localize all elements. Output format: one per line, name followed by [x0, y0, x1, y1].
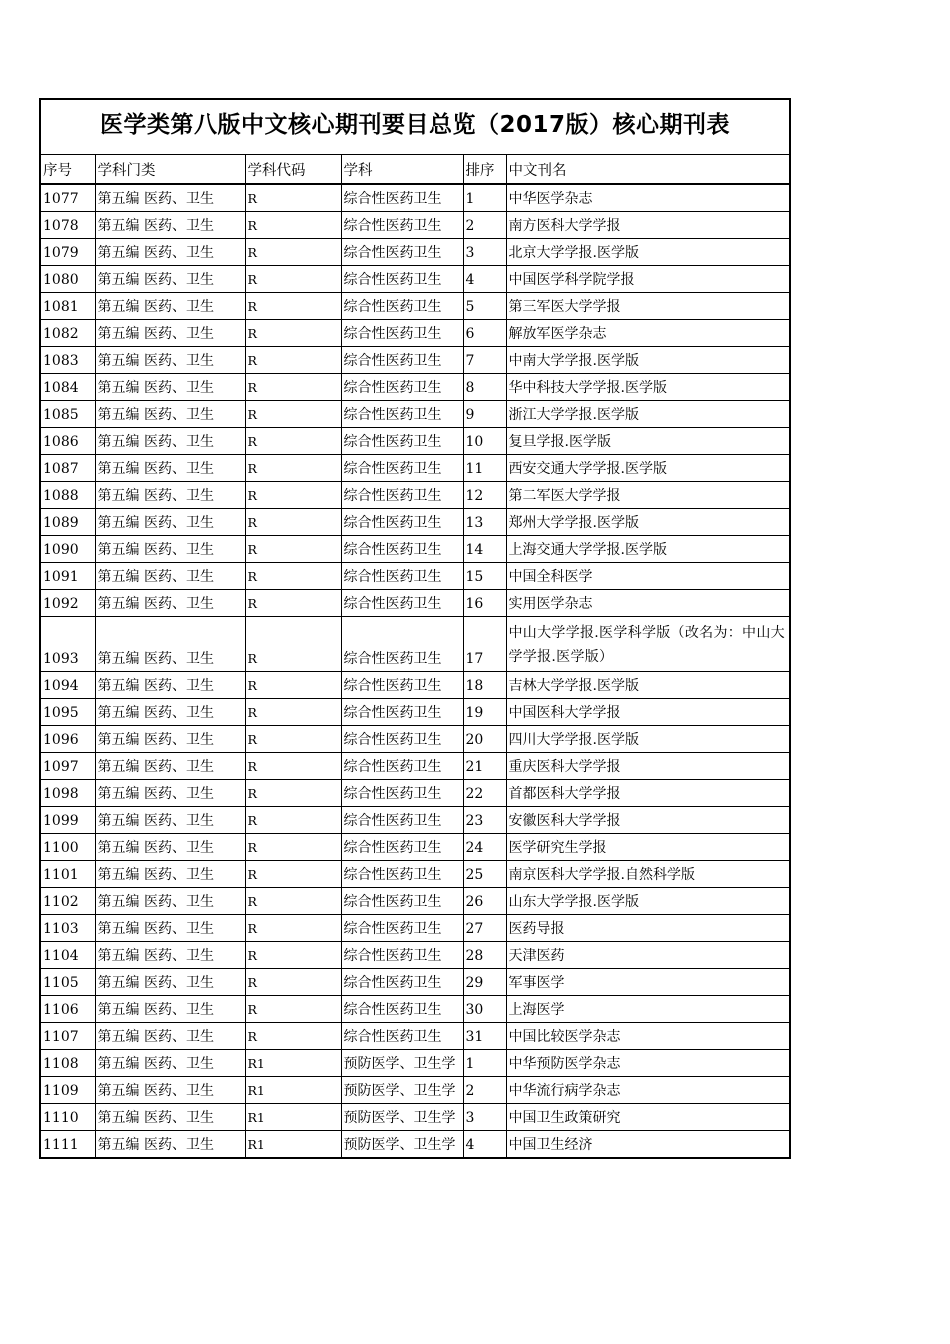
cell-subject-code: R	[245, 454, 341, 481]
table-row	[41, 265, 789, 292]
cell-category: 第五编 医药、卫生	[95, 265, 245, 292]
cell-subject: 预防医学、卫生学	[341, 1076, 463, 1103]
cell-subject: 综合性医药卫生	[341, 562, 463, 589]
cell-subject: 综合性医药卫生	[341, 860, 463, 887]
cell-index: 1111	[41, 1130, 95, 1157]
cell-subject: 综合性医药卫生	[341, 238, 463, 265]
cell-index: 1110	[41, 1103, 95, 1130]
table-row	[41, 806, 789, 833]
cell-index: 1103	[41, 914, 95, 941]
cell-subject-code: R1	[245, 1130, 341, 1157]
cell-category: 第五编 医药、卫生	[95, 779, 245, 806]
table-row	[41, 1130, 789, 1157]
cell-category: 第五编 医药、卫生	[95, 725, 245, 752]
cell-rank: 23	[463, 806, 506, 833]
cell-category: 第五编 医药、卫生	[95, 671, 245, 698]
cell-journal-name: 中华医学杂志	[506, 184, 789, 211]
cell-index: 1099	[41, 806, 95, 833]
cell-rank: 30	[463, 995, 506, 1022]
cell-subject: 综合性医药卫生	[341, 454, 463, 481]
cell-rank: 26	[463, 887, 506, 914]
cell-subject-code: R	[245, 968, 341, 995]
cell-subject: 综合性医药卫生	[341, 725, 463, 752]
table-row	[41, 725, 789, 752]
cell-subject: 综合性医药卫生	[341, 265, 463, 292]
cell-subject-code: R	[245, 752, 341, 779]
cell-journal-name: 上海交通大学学报.医学版	[506, 535, 789, 562]
cell-subject: 综合性医药卫生	[341, 887, 463, 914]
cell-index: 1109	[41, 1076, 95, 1103]
cell-subject-code: R1	[245, 1076, 341, 1103]
cell-subject: 综合性医药卫生	[341, 995, 463, 1022]
cell-index: 1101	[41, 860, 95, 887]
cell-rank: 24	[463, 833, 506, 860]
cell-subject-code: R	[245, 941, 341, 968]
cell-subject: 综合性医药卫生	[341, 319, 463, 346]
cell-index: 1102	[41, 887, 95, 914]
cell-subject: 综合性医药卫生	[341, 616, 463, 671]
cell-category: 第五编 医药、卫生	[95, 346, 245, 373]
cell-journal-name: 第二军医大学学报	[506, 481, 789, 508]
table-header-row	[41, 155, 789, 184]
cell-rank: 19	[463, 698, 506, 725]
table-row	[41, 508, 789, 535]
table-row	[41, 941, 789, 968]
cell-journal-name: 中国全科医学	[506, 562, 789, 589]
table-row	[41, 616, 789, 671]
cell-subject: 综合性医药卫生	[341, 589, 463, 616]
cell-index: 1104	[41, 941, 95, 968]
cell-rank: 2	[463, 211, 506, 238]
cell-rank: 22	[463, 779, 506, 806]
column-header-rank: 排序	[463, 155, 506, 184]
table-row	[41, 319, 789, 346]
cell-subject: 综合性医药卫生	[341, 968, 463, 995]
cell-journal-name: 中国卫生经济	[508, 1137, 593, 1153]
cell-subject-code: R	[245, 995, 341, 1022]
cell-index: 1088	[41, 481, 95, 508]
cell-category: 第五编 医药、卫生	[95, 562, 245, 589]
cell-category: 第五编 医药、卫生	[95, 616, 245, 671]
cell-subject-code: R	[245, 211, 341, 238]
cell-category: 第五编 医药、卫生	[95, 238, 245, 265]
cell-subject: 综合性医药卫生	[341, 481, 463, 508]
cell-journal-name: 中华预防医学杂志	[506, 1049, 789, 1076]
cell-rank: 14	[463, 535, 506, 562]
cell-journal-name: 南方医科大学学报	[506, 211, 789, 238]
cell-category: 第五编 医药、卫生	[95, 941, 245, 968]
cell-category: 第五编 医药、卫生	[95, 535, 245, 562]
table-row	[41, 346, 789, 373]
cell-category: 第五编 医药、卫生	[95, 1022, 245, 1049]
cell-journal-name: 医药导报	[506, 914, 789, 941]
cell-index: 1093	[41, 616, 95, 671]
cell-rank: 25	[463, 860, 506, 887]
cell-rank: 5	[463, 292, 506, 319]
cell-subject-code: R	[245, 616, 341, 671]
cell-subject-code: R	[245, 373, 341, 400]
column-header-category: 学科门类	[95, 155, 245, 184]
table-row	[41, 211, 789, 238]
cell-rank: 4	[463, 1130, 506, 1157]
cell-subject: 综合性医药卫生	[341, 184, 463, 211]
table-row	[41, 671, 789, 698]
table-row	[41, 454, 789, 481]
cell-index: 1083	[41, 346, 95, 373]
cell-index: 1107	[41, 1022, 95, 1049]
cell-subject: 综合性医药卫生	[341, 779, 463, 806]
cell-journal-name: 安徽医科大学学报	[506, 806, 789, 833]
cell-subject-code: R	[245, 292, 341, 319]
cell-subject-code: R1	[245, 1049, 341, 1076]
cell-subject: 综合性医药卫生	[341, 400, 463, 427]
cell-subject-code: R	[245, 238, 341, 265]
table-row	[41, 427, 789, 454]
cell-journal-name: 中国卫生政策研究	[506, 1103, 789, 1130]
table-row	[41, 481, 789, 508]
cell-subject: 预防医学、卫生学	[341, 1130, 463, 1157]
cell-journal-name: 华中科技大学学报.医学版	[506, 373, 789, 400]
cell-subject-code: R	[245, 779, 341, 806]
cell-subject: 综合性医药卫生	[341, 292, 463, 319]
cell-subject-code: R	[245, 914, 341, 941]
table-row	[41, 698, 789, 725]
cell-rank: 20	[463, 725, 506, 752]
cell-category: 第五编 医药、卫生	[95, 1076, 245, 1103]
cell-subject: 综合性医药卫生	[341, 833, 463, 860]
cell-index: 1096	[41, 725, 95, 752]
cell-subject-code: R	[245, 535, 341, 562]
cell-index: 1082	[41, 319, 95, 346]
cell-journal-name: 解放军医学杂志	[506, 319, 789, 346]
cell-index: 1084	[41, 373, 95, 400]
cell-subject-code: R	[245, 562, 341, 589]
cell-index: 1079	[41, 238, 95, 265]
cell-journal-name: 重庆医科大学学报	[506, 752, 789, 779]
table-row	[41, 914, 789, 941]
cell-category: 第五编 医药、卫生	[95, 833, 245, 860]
cell-rank: 28	[463, 941, 506, 968]
cell-index: 1078	[41, 211, 95, 238]
cell-category: 第五编 医药、卫生	[95, 427, 245, 454]
cell-index: 1090	[41, 535, 95, 562]
cell-index: 1091	[41, 562, 95, 589]
cell-journal-name: 实用医学杂志	[506, 589, 789, 616]
cell-journal-name: 山东大学学报.医学版	[506, 887, 789, 914]
cell-subject-code: R	[245, 427, 341, 454]
cell-category: 第五编 医药、卫生	[95, 481, 245, 508]
cell-category: 第五编 医药、卫生	[95, 184, 245, 211]
cell-subject: 预防医学、卫生学	[341, 1103, 463, 1130]
cell-journal-name: 中华流行病学杂志	[506, 1076, 789, 1103]
cell-subject: 综合性医药卫生	[341, 671, 463, 698]
cell-journal-name: 浙江大学学报.医学版	[506, 400, 789, 427]
cell-index: 1081	[41, 292, 95, 319]
sheet-title: 医学类第八版中文核心期刊要目总览（2017版）核心期刊表	[41, 100, 789, 155]
cell-category: 第五编 医药、卫生	[95, 1103, 245, 1130]
cell-subject: 综合性医药卫生	[341, 373, 463, 400]
cell-journal-name: 复旦学报.医学版	[506, 427, 789, 454]
cell-index: 1086	[41, 427, 95, 454]
cell-subject: 综合性医药卫生	[341, 941, 463, 968]
cell-rank: 1	[463, 184, 506, 211]
table-row	[41, 833, 789, 860]
cell-category: 第五编 医药、卫生	[95, 968, 245, 995]
cell-subject: 综合性医药卫生	[341, 346, 463, 373]
cell-journal-name: 军事医学	[506, 968, 789, 995]
cell-subject-code: R	[245, 833, 341, 860]
cell-subject: 综合性医药卫生	[341, 806, 463, 833]
cell-journal-name: 北京大学学报.医学版	[506, 238, 789, 265]
cell-rank: 8	[463, 373, 506, 400]
cell-subject: 综合性医药卫生	[341, 914, 463, 941]
cell-subject-code: R	[245, 860, 341, 887]
table-row	[41, 1049, 789, 1076]
cell-category: 第五编 医药、卫生	[95, 1130, 245, 1157]
cell-subject-code: R	[245, 887, 341, 914]
cell-rank: 6	[463, 319, 506, 346]
table-row	[41, 400, 789, 427]
cell-journal-name: 南京医科大学学报.自然科学版	[506, 860, 789, 887]
cell-subject: 综合性医药卫生	[341, 427, 463, 454]
cell-index: 1108	[41, 1049, 95, 1076]
cell-rank: 29	[463, 968, 506, 995]
cell-subject: 综合性医药卫生	[341, 535, 463, 562]
cell-journal-name: 四川大学学报.医学版	[506, 725, 789, 752]
cell-rank: 13	[463, 508, 506, 535]
cell-index: 1097	[41, 752, 95, 779]
cell-subject-code: R	[245, 400, 341, 427]
column-header-subject: 学科	[341, 155, 463, 184]
cell-index: 1094	[41, 671, 95, 698]
table-row	[41, 535, 789, 562]
cell-rank: 12	[463, 481, 506, 508]
cell-journal-name: 中国比较医学杂志	[506, 1022, 789, 1049]
cell-index: 1080	[41, 265, 95, 292]
cell-subject-code: R	[245, 184, 341, 211]
cell-rank: 9	[463, 400, 506, 427]
cell-index: 1106	[41, 995, 95, 1022]
cell-rank: 18	[463, 671, 506, 698]
cell-index: 1098	[41, 779, 95, 806]
cell-journal-name: 中山大学学报.医学科学版（改名为：中山大学学报.医学版）	[506, 616, 789, 671]
cell-subject-code: R1	[245, 1103, 341, 1130]
cell-index: 1105	[41, 968, 95, 995]
cell-journal-name: 医学研究生学报	[506, 833, 789, 860]
cell-category: 第五编 医药、卫生	[95, 995, 245, 1022]
table-row	[41, 292, 789, 319]
table-row	[41, 995, 789, 1022]
cell-subject: 综合性医药卫生	[341, 1022, 463, 1049]
table-row	[41, 373, 789, 400]
cell-journal-name: 中南大学学报.医学版	[506, 346, 789, 373]
cell-index: 1087	[41, 454, 95, 481]
cell-subject: 预防医学、卫生学	[341, 1049, 463, 1076]
cell-journal-name: 吉林大学学报.医学版	[506, 671, 789, 698]
cell-rank: 1	[463, 1049, 506, 1076]
table-row	[41, 184, 789, 211]
cell-journal-name: 郑州大学学报.医学版	[506, 508, 789, 535]
cell-category: 第五编 医药、卫生	[95, 319, 245, 346]
table-row	[41, 562, 789, 589]
cell-category: 第五编 医药、卫生	[95, 698, 245, 725]
table-row	[41, 1076, 789, 1103]
cell-rank: 2	[463, 1076, 506, 1103]
cell-rank: 3	[463, 1103, 506, 1130]
table-row	[41, 589, 789, 616]
cell-category: 第五编 医药、卫生	[95, 373, 245, 400]
cell-journal-name: 天津医药	[506, 941, 789, 968]
cell-category: 第五编 医药、卫生	[95, 752, 245, 779]
cell-rank: 11	[463, 454, 506, 481]
cell-category: 第五编 医药、卫生	[95, 860, 245, 887]
cell-subject: 综合性医药卫生	[341, 508, 463, 535]
cell-subject: 综合性医药卫生	[341, 211, 463, 238]
cell-journal-name: 中国医学科学院学报	[506, 265, 789, 292]
cell-rank: 3	[463, 238, 506, 265]
cell-subject-code: R	[245, 1022, 341, 1049]
table-row	[41, 1103, 789, 1130]
journal-sheet	[39, 98, 791, 1159]
column-header-journal-name: 中文刊名	[506, 155, 789, 184]
cell-index: 1092	[41, 589, 95, 616]
journal-table	[41, 155, 789, 1157]
cell-subject: 综合性医药卫生	[341, 698, 463, 725]
cell-journal-name: 西安交通大学学报.医学版	[506, 454, 789, 481]
cell-rank: 31	[463, 1022, 506, 1049]
cell-rank: 15	[463, 562, 506, 589]
cell-journal-name: 中国医科大学学报	[506, 698, 789, 725]
table-row	[41, 860, 789, 887]
cell-category: 第五编 医药、卫生	[95, 454, 245, 481]
cell-category: 第五编 医药、卫生	[95, 806, 245, 833]
cell-category: 第五编 医药、卫生	[95, 914, 245, 941]
column-header-index: 序号	[41, 155, 95, 184]
table-row	[41, 779, 789, 806]
table-row	[41, 238, 789, 265]
cell-journal-name: 首都医科大学学报	[506, 779, 789, 806]
cell-subject-code: R	[245, 508, 341, 535]
cell-subject-code: R	[245, 806, 341, 833]
cell-journal-name: 第三军医大学学报	[506, 292, 789, 319]
cell-subject-code: R	[245, 671, 341, 698]
cell-subject-code: R	[245, 265, 341, 292]
cell-rank: 16	[463, 589, 506, 616]
table-row	[41, 752, 789, 779]
cell-category: 第五编 医药、卫生	[95, 211, 245, 238]
cell-category: 第五编 医药、卫生	[95, 292, 245, 319]
cell-subject-code: R	[245, 725, 341, 752]
table-row	[41, 1022, 789, 1049]
cell-category: 第五编 医药、卫生	[95, 400, 245, 427]
cell-category: 第五编 医药、卫生	[95, 508, 245, 535]
cell-subject-code: R	[245, 589, 341, 616]
column-header-subject-code: 学科代码	[245, 155, 341, 184]
cell-subject-code: R	[245, 346, 341, 373]
cell-subject-code: R	[245, 481, 341, 508]
table-row	[41, 887, 789, 914]
cell-rank: 7	[463, 346, 506, 373]
cell-subject-code: R	[245, 698, 341, 725]
cell-index: 1095	[41, 698, 95, 725]
table-row	[41, 968, 789, 995]
cell-rank: 4	[463, 265, 506, 292]
cell-index: 1100	[41, 833, 95, 860]
cell-category: 第五编 医药、卫生	[95, 589, 245, 616]
cell-subject: 综合性医药卫生	[341, 752, 463, 779]
cell-journal-name: 上海医学	[506, 995, 789, 1022]
cell-category: 第五编 医药、卫生	[95, 887, 245, 914]
cell-rank: 27	[463, 914, 506, 941]
cell-rank: 21	[463, 752, 506, 779]
cell-subject-code: R	[245, 319, 341, 346]
cell-rank: 10	[463, 427, 506, 454]
cell-rank: 17	[463, 616, 506, 671]
cell-index: 1085	[41, 400, 95, 427]
cell-index: 1089	[41, 508, 95, 535]
cell-index: 1077	[41, 184, 95, 211]
cell-category: 第五编 医药、卫生	[95, 1049, 245, 1076]
